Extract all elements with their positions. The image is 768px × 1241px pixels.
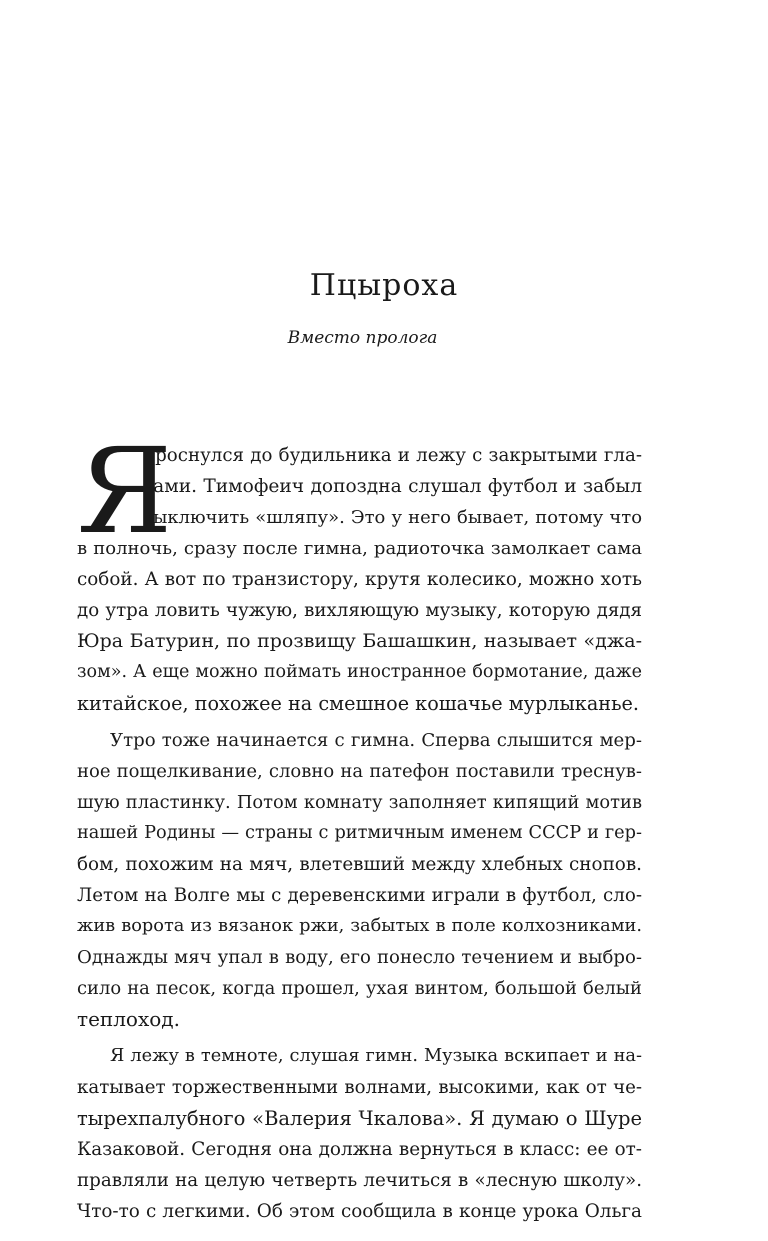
body-text [77, 422, 642, 1227]
text-line: жив ворота из вязанок ржи, забытых в поле колхозниками. [77, 916, 642, 936]
text-line: нашей Родины — страны с ритмичным именем СССР и гер- [77, 823, 642, 843]
text-line: зами. Тимофеич допоздна слушал футбол и забыл [143, 476, 642, 497]
text-line: тырехпалубного «Валерия Чкалова». Я думаю о Шуре [77, 1107, 642, 1130]
text-line: шую пластинку. Потом комнату заполняет кипящий мотив [77, 792, 642, 813]
text-line: собой. А вот по транзистору, крутя колесико, можно хоть [77, 569, 642, 590]
text-line: выключить «шляпу». Это у него бывает, потому что [143, 507, 642, 528]
drop-cap-letter: Я [77, 422, 173, 560]
text-line: Я лежу в темноте, слушая гимн. Музыка вскипает и на- [110, 1046, 642, 1066]
text-line: Утро тоже начинается с гимна. Сперва слышится мер- [110, 730, 642, 751]
text-line: китайское, похожее на смешное кошачье мурлыканье. [77, 692, 640, 715]
chapter-subtitle: Вместо пролога [287, 328, 438, 348]
text-line: Летом на Волге мы с деревенскими играли в футбол, сло- [77, 885, 642, 906]
text-line: до утра ловить чужую, вихляющую музыку, которую дядя [77, 600, 642, 621]
text-line: сило на песок, когда прошел, ухая винтом, большой белый [77, 978, 642, 999]
paragraph-2 [77, 725, 642, 1035]
paragraph-3 [77, 1041, 642, 1227]
text-line: Что-то с легкими. Об этом сообщила в конце урока Ольга [77, 1201, 642, 1222]
text-line: ное пощелкивание, словно на патефон поставили треснув- [77, 761, 642, 782]
paragraph-1 [77, 422, 642, 719]
text-line: в полночь, сразу после гимна, радиоточка замолкает сама [77, 538, 642, 559]
dropcap-lines [143, 440, 642, 533]
chapter-title: Пцыроха [309, 268, 459, 303]
text-line: катывает торжественными волнами, высокими, как от че- [77, 1077, 642, 1098]
text-line: зом». А еще можно поймать иностранное бормотание, даже [77, 662, 642, 682]
text-line: правляли на целую четверть лечиться в «лесную школу». [77, 1170, 642, 1191]
text-line: Однажды мяч упал в воду, его понесло течением и выбро- [77, 947, 642, 968]
text-line: Казаковой. Сегодня она должна вернуться в класс: ее от- [77, 1139, 642, 1160]
text-line: теплоход. [77, 1007, 180, 1031]
text-line: бом, похожим на мяч, влетевший между хлебных снопов. [77, 854, 642, 875]
text-line: проснулся до будильника и лежу с закрытыми гла- [143, 445, 642, 466]
text-line: Юра Батурин, по прозвищу Башашкин, называет «джа- [77, 630, 642, 652]
